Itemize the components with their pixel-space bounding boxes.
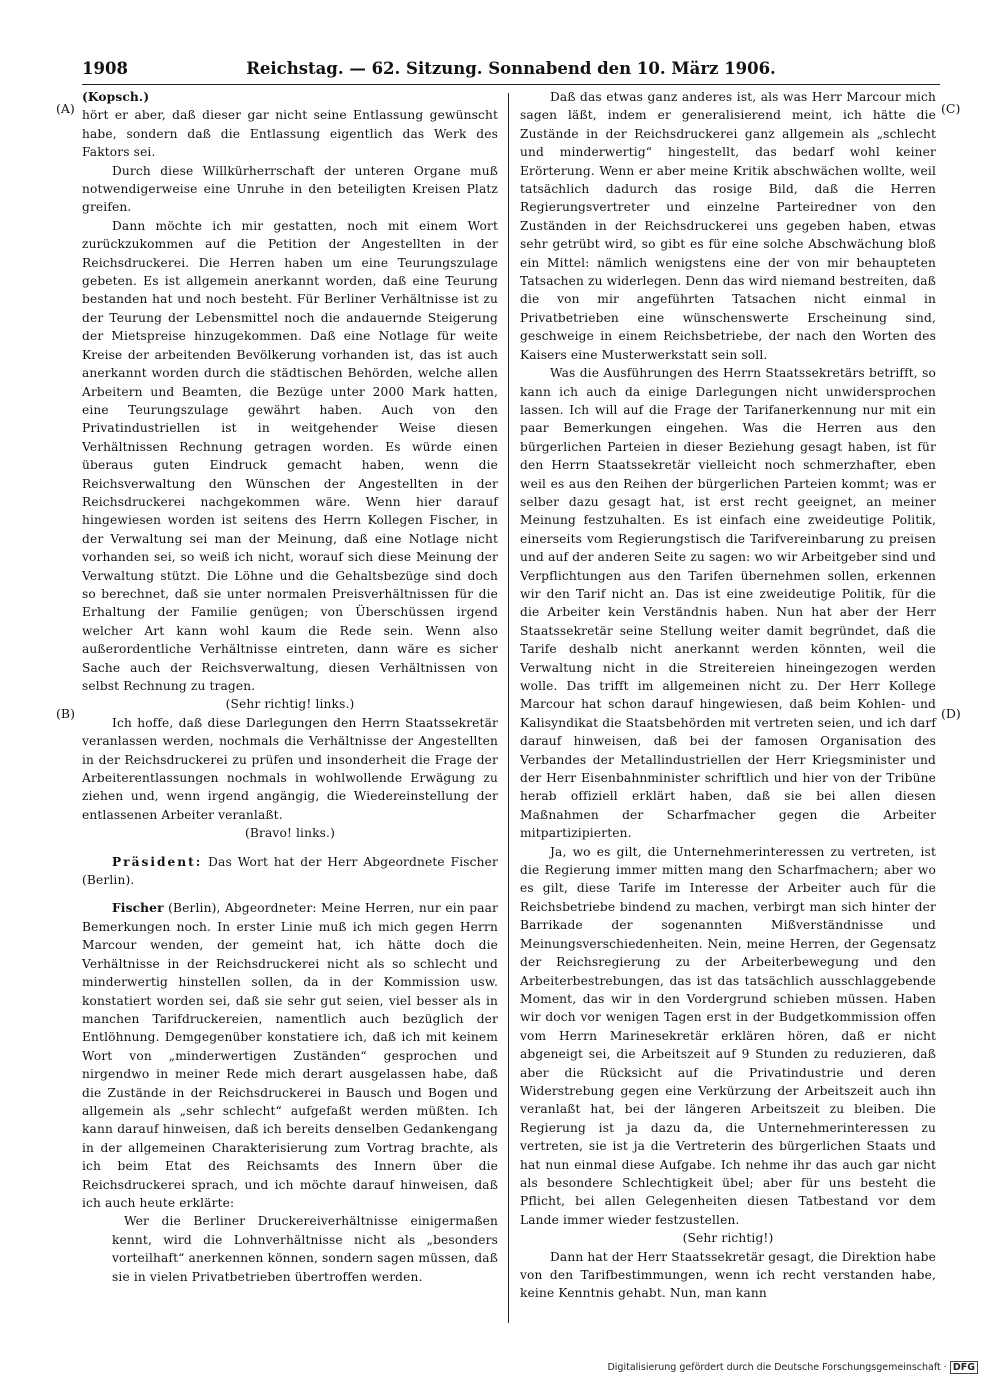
left-column — [82, 88, 498, 1286]
margin-letter-c: (C) — [941, 101, 961, 116]
interjection: (Sehr richtig! links.) — [225, 697, 355, 712]
dfg-logo: DFG — [950, 1361, 978, 1374]
paragraph: Daß das etwas ganz anderes ist, als was Herr Marcour mich sagen läßt, indem er generalisierend meint, ich hätte die Zustände in der Reichsdruckerei ganz allgemein als „schlecht und minderwertig“ hingestellt, das bedarf wohl keiner Erörterung. Wenn er aber meine Kritik abschwächen wollte, weil tatsächlich dadurch das rosige Bild, daß die Herren Regierungsvertreter und einzelne Parteiredner von den Zuständen in der Reichsdruckerei uns gegeben haben, etwas sehr getrübt wird, so gibt es für eine solche Abschwächung bloß ein Mittel: nämlich wenigstens eine der von mir behaupteten Tatsachen zu widerlegen. Denn das wird niemand bestreiten, daß die von mir angeführten Tatsachen nicht einmal in Privatbetrieben eine wünschenswerte Erscheinung sind, geschweige in einem Reichsbetriebe, der nach den Worten des Kaisers eine Musterwerkstatt sein soll. — [520, 90, 936, 362]
interjection: (Bravo! links.) — [245, 826, 335, 841]
speaker-label: Präsident: — [112, 854, 203, 869]
paragraph: Ja, wo es gilt, die Unternehmerinteressen zu vertreten, ist die Regierung immer mitten mang den Scharfmachern; aber wo es gilt, diese Tarife im Interesse der Arbeiter auch für die Reichsbetriebe bindend zu machen, verbirgt man sich hinter der Barrikade der sogenannten Mißverständnisse und Meinungsverschiedenheiten. Nein, meine Herren, der Gegensatz der Reichsregierung zu der Arbeiterbewegung und den Arbeiterbestrebungen, das ist das tatsächlich ausschlaggebende Moment, das wir in den Vordergrund schieben müssen. Haben wir doch vor wenigen Tagen erst in der Budgetkommission offen vom Herrn Marinesekretär erklären hören, daß er nicht abgeneigt sei, die Arbeitszeit auf 9 Stunden zu reduzieren, daß aber die Rücksicht auf die Privatindustrie und deren Widerstrebung gegen eine Verkürzung der Arbeitszeit auch ihn veranlaßt hat, bei der längeren Arbeitszeit zu bleiben. Die Regierung ist ja dazu da, die Unternehmerinteressen zu vertreten, sie ist ja die Vertreterin des bürgerlichen Staats und hat nun einmal diese Aufgabe. Ich nehme ihr das auch gar nicht als besondere Schlechtigkeit übel; aber für uns besteht die Pflicht, bei allen Gelegenheiten diesen Tatbestand vor dem Lande immer wieder festzustellen. — [520, 844, 936, 1227]
president-statement — [82, 853, 498, 890]
speaker-label: Fischer — [112, 901, 164, 916]
paragraph: Durch diese Willkürherrschaft der unteren Organe muß notwendigerweise eine Unruhe in den beteiligten Kreisen Platz greifen. — [82, 163, 498, 215]
margin-letter-b: (B) — [56, 706, 75, 721]
statement-text: Das Wort hat der Herr Abgeordnete Fischer (Berlin). — [82, 854, 498, 888]
interjection: (Sehr richtig!) — [682, 1231, 774, 1246]
paragraph: hört er aber, daß dieser gar nicht seine Entlassung gewünscht habe, sondern daß die Entlassung eigentlich das Werk des Faktors sei. — [82, 108, 498, 160]
margin-letter-a: (A) — [56, 101, 75, 116]
digitization-footer — [607, 1362, 978, 1373]
paragraph: Ich hoffe, daß diese Darlegungen den Herrn Staatssekretär veranlassen werden, nochmals die Verhältnisse der Angestellten in der Reichsdruckerei zu prüfen und insonderheit die Frage der Arbeiterentlassungen nochmals in wohlwollende Erwägung zu ziehen und, wenn irgend angängig, die Wiedereinstellung der entlassenen Arbeiter veranlaßt. — [82, 715, 498, 822]
right-column — [520, 88, 936, 1303]
paragraph: Dann hat der Herr Staatssekretär gesagt, die Direktion habe von den Tarifbestimmungen, wenn ich recht verstanden habe, keine Kenntnis gehabt. Nun, man kann — [520, 1249, 936, 1301]
paragraph: Was die Ausführungen des Herrn Staatssekretärs betrifft, so kann ich auch da einige Darlegungen nicht unwidersprochen lassen. Ich will auf die Frage der Tarifanerkennung nur mit ein paar Bemerkungen eingehen. Was die Herren aus den bürgerlichen Parteien in dieser Beziehung gesagt haben, ist für den Herrn Staatssekretär vielleicht noch schmerzhafter, eben weil es aus den Reihen der bürgerlichen Parteien kommt; was er selber dazu gesagt hat, ist erst recht geeignet, an meiner Meinung festzuhalten. Es ist einfach eine zweideutige Politik, einerseits vom Regierungstisch die Tarifvereinbarung zu preisen und auf der anderen Seite zu sagen: wo wir Arbeitgeber sind und Verpflichtungen aus den Tarifen übernehmen sollen, erkennen wir den Tarif nicht an. Das ist eine zweideutige Politik, für die die Arbeiter kein Verständnis haben. Nun hat aber der Herr Staatssekretär seine Stellung weiter damit begründet, daß die Tarife deshalb nicht anerkannt werden könnten, weil die Verwaltung nicht in die Streitereien hineingezogen werden wolle. Das trifft im allgemeinen nicht zu. Der Herr Kollege Marcour hat schon darauf hingewiesen, daß beim Kohlen- und Kalisyndikat die Staatsbehörden mit vertreten seien, und ich darf darauf hinweisen, daß bei der famosen Organisation des Verbandes der Metallindustriellen der Herr Kriegsminister und der Herr Eisenbahnminister schriftlich und hier von der Tribüne herab offiziell erklärt haben, daß sie bei allen diesen Maßnahmen der Scharfmacher gegen die Arbeiter mitpartizipierten. — [520, 366, 936, 841]
speech-fischer — [82, 899, 498, 1212]
column-divider — [508, 93, 509, 1323]
continuation-speaker: (Kopsch.) — [82, 90, 150, 104]
footer-text: Digitalisierung gefördert durch die Deutsche Forschungsgemeinschaft · — [607, 1362, 947, 1373]
running-header — [82, 57, 940, 81]
quotation: Wer die Berliner Druckereiverhältnisse einigermaßen kennt, wird die Lohnverhältnisse nicht als „besonders vorteilhaft“ anerkennen können, sondern sagen müssen, daß sie in vielen Privatbetrieben übertroffen werden. — [112, 1214, 498, 1284]
header-rule — [82, 84, 940, 85]
page-number: 1908 — [82, 59, 128, 78]
page-title: Reichstag. — 62. Sitzung. Sonnabend den 10. März 1906. — [246, 59, 776, 78]
speech-text: (Berlin), Abgeordneter: Meine Herren, nur ein paar Bemerkungen noch. In erster Linie muß ich mich gegen Herrn Marcour wenden, der gemeint hat, ich hätte doch die Verhältnisse in der Reichsdruckerei nicht als so schlecht und minderwertig hinstellen sollen, da in der Kommission usw. konstatiert worden sei, daß sie sehr gut seien, viel besser als in manchen Tarifdruckereien, namentlich auch bezüglich der Entlöhnung. Demgegenüber konstatiere ich, daß ich mit keinem Wort von „minderwertigen Zuständen“ gesprochen und nirgendwo in meiner Rede mich derart ausgelassen habe, daß die Zustände in der Reichsdruckerei in Bausch und Bogen und allgemein als „sehr schlecht“ aufgefaßt werden müßten. Ich kann darauf hinweisen, daß ich bereits denselben Gedankengang in der allgemeinen Charakterisierung zum Vortrag brachte, als ich beim Etat des Reichsamts des Innern über die Reichsdruckerei sprach, und ich möchte darauf hinweisen, daß ich auch heute erklärte: — [82, 901, 498, 1210]
paragraph: Dann möchte ich mir gestatten, noch mit einem Wort zurückzukommen auf die Petition der Angestellten in der Reichsdruckerei. Die Herren haben um eine Teurungszulage gebeten. Es ist allgemein anerkannt worden, daß eine Teurung bestanden hat und noch besteht. Für Berliner Verhältnisse ist zu der Teurung der Lebensmittel noch die andauernde Steigerung der Mietspreise hinzugekommen. Daß eine Notlage für weite Kreise der arbeitenden Bevölkerung vorhanden ist, das ist auch anerkannt worden durch die städtischen Behörden, welche allen Arbeitern und Beamten, die Bezüge unter 2000 Mark hatten, eine Teurungszulage gewährt haben. Auch von den Privatindustriellen ist in weitgehender Weise diesen Verhältnissen Rechnung getragen worden. Es würde einen überaus guten Eindruck gemacht haben, wenn die Reichsverwaltung den Wünschen der Angestellten in der Reichsdruckerei nachgekommen wäre. Wenn hier darauf hingewiesen worden ist seitens des Herrn Kollegen Fischer, in der Verwaltung sei man der Meinung, daß eine Notlage nicht vorhanden sei, so weiß ich nicht, worauf sich diese Meinung der Verwaltung stützt. Die Löhne und die Gehaltsbezüge sind doch so berechnet, daß sie unter normalen Preisverhältnissen für die Erhaltung der Familie genügen; von Überschüssen irgend welcher Art kann wohl kaum die Rede sein. Wenn also außerordentliche Verhältnisse eintreten, dann wäre es sicher Sache auch der Reichsverwaltung, diesen Verhältnissen von selbst Rechnung zu tragen. — [82, 218, 498, 693]
margin-letter-d: (D) — [941, 706, 961, 721]
